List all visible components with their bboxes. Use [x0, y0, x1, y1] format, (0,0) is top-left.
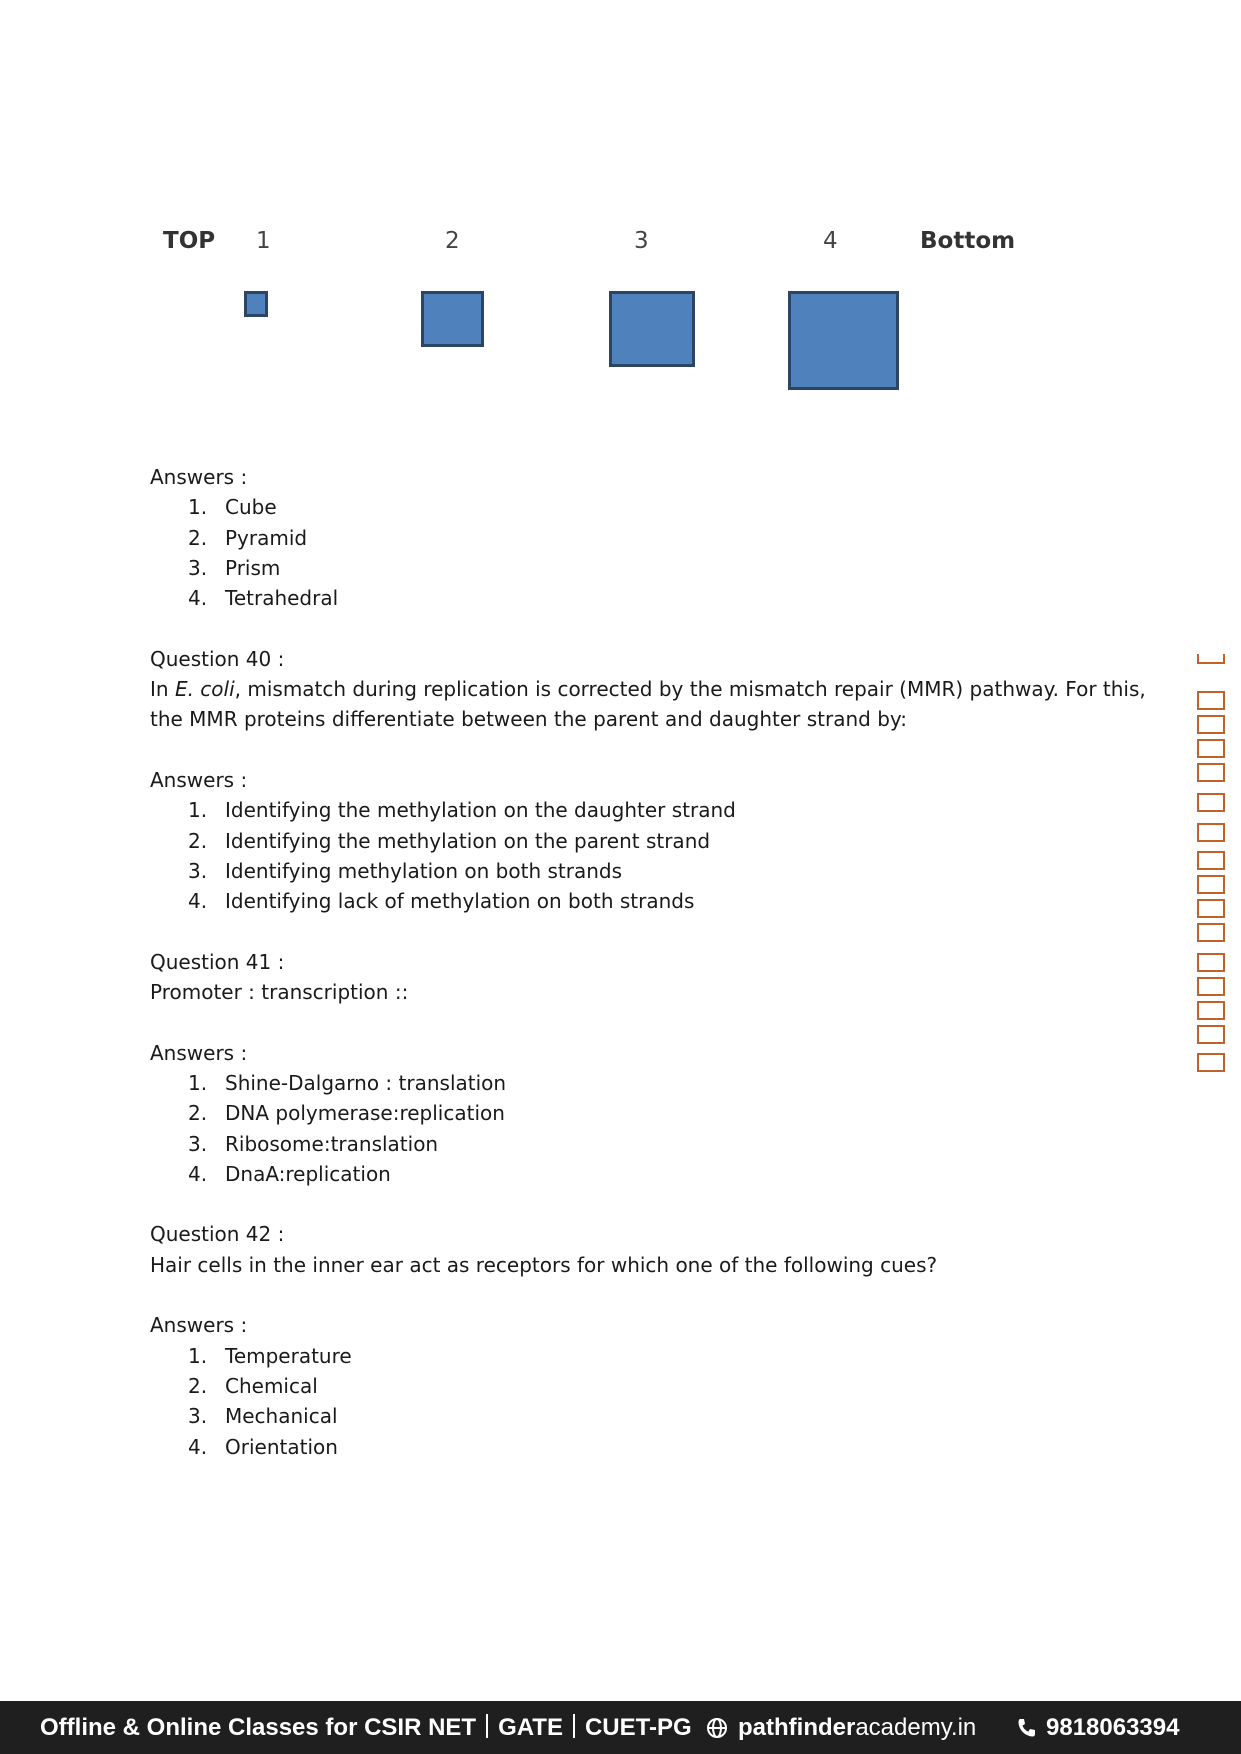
question-42-answers: [150, 1310, 1090, 1461]
answer-option: 2. Pyramid: [188, 525, 308, 550]
footer-website[interactable]: pathfinderacademy.in: [706, 1714, 976, 1742]
question-content: [150, 462, 1146, 1492]
question-40-answers: [150, 765, 1090, 916]
answer-option: 3. Identifying methylation on both strands: [188, 858, 623, 883]
answer-option: 4. Tetrahedral: [188, 586, 339, 611]
answers-label: Answers :: [150, 1040, 248, 1065]
square-4: [788, 291, 899, 390]
answer-option: 4. DnaA:replication: [188, 1161, 391, 1186]
question-text-line2: the MMR proteins differentiate between the parent and daughter strand by:: [150, 707, 908, 732]
answer-option: 2. Identifying the methylation on the parent strand: [188, 828, 711, 853]
question-text: In E. coli, mismatch during replication is corrected by the mismatch repair (MMR) pathway. For this,: [150, 677, 1146, 702]
question-text: Promoter : transcription ::: [150, 980, 409, 1005]
globe-icon: [706, 1717, 728, 1739]
footer-classes: Offline & Online Classes for CSIR NET GATE CUET-PG: [40, 1714, 692, 1741]
question-title: Question 41 :: [150, 949, 285, 974]
figure-number-2: 2: [445, 228, 460, 254]
footer-phone[interactable]: 9818063394: [1016, 1714, 1179, 1742]
square-1: [244, 291, 268, 317]
figure-number-1: 1: [256, 228, 271, 254]
question-40: [150, 644, 1146, 735]
question-39-answers: [150, 462, 1090, 613]
answer-option: 2. DNA polymerase:replication: [188, 1101, 505, 1126]
answer-option: 3. Ribosome:translation: [188, 1131, 439, 1156]
figure-top-label: TOP: [163, 228, 216, 254]
answer-option: 1. Cube: [188, 495, 277, 520]
square-2: [421, 291, 484, 347]
answer-option: 1. Identifying the methylation on the daughter strand: [188, 798, 736, 823]
answers-label: Answers :: [150, 465, 248, 489]
answer-option: 3. Mechanical: [188, 1404, 338, 1429]
square-3: [609, 291, 695, 367]
question-41: [150, 947, 1090, 1008]
answer-option: 4. Identifying lack of methylation on both strands: [188, 889, 695, 914]
question-text: Hair cells in the inner ear act as receptors for which one of the following cues?: [150, 1252, 938, 1277]
answers-label: Answers :: [150, 767, 248, 792]
answer-option: 1. Temperature: [188, 1343, 352, 1368]
answer-option: 2. Chemical: [188, 1373, 318, 1398]
answers-label: Answers :: [150, 1313, 248, 1338]
shape-figure: [0, 0, 1241, 420]
answer-option: 1. Shine-Dalgarno : translation: [188, 1070, 507, 1095]
question-41-answers: [150, 1038, 1090, 1189]
phone-icon: [1016, 1717, 1036, 1739]
answer-option: 3. Prism: [188, 555, 281, 580]
footer-bar: [0, 1701, 1241, 1754]
question-42: [150, 1219, 1090, 1280]
side-watermark: [1196, 654, 1226, 1084]
figure-number-4: 4: [823, 228, 838, 254]
figure-number-3: 3: [634, 228, 649, 254]
question-title: Question 42 :: [150, 1222, 285, 1247]
question-title: Question 40 :: [150, 646, 285, 671]
answer-option: 4. Orientation: [188, 1434, 338, 1459]
figure-bottom-label: Bottom: [920, 228, 1016, 254]
